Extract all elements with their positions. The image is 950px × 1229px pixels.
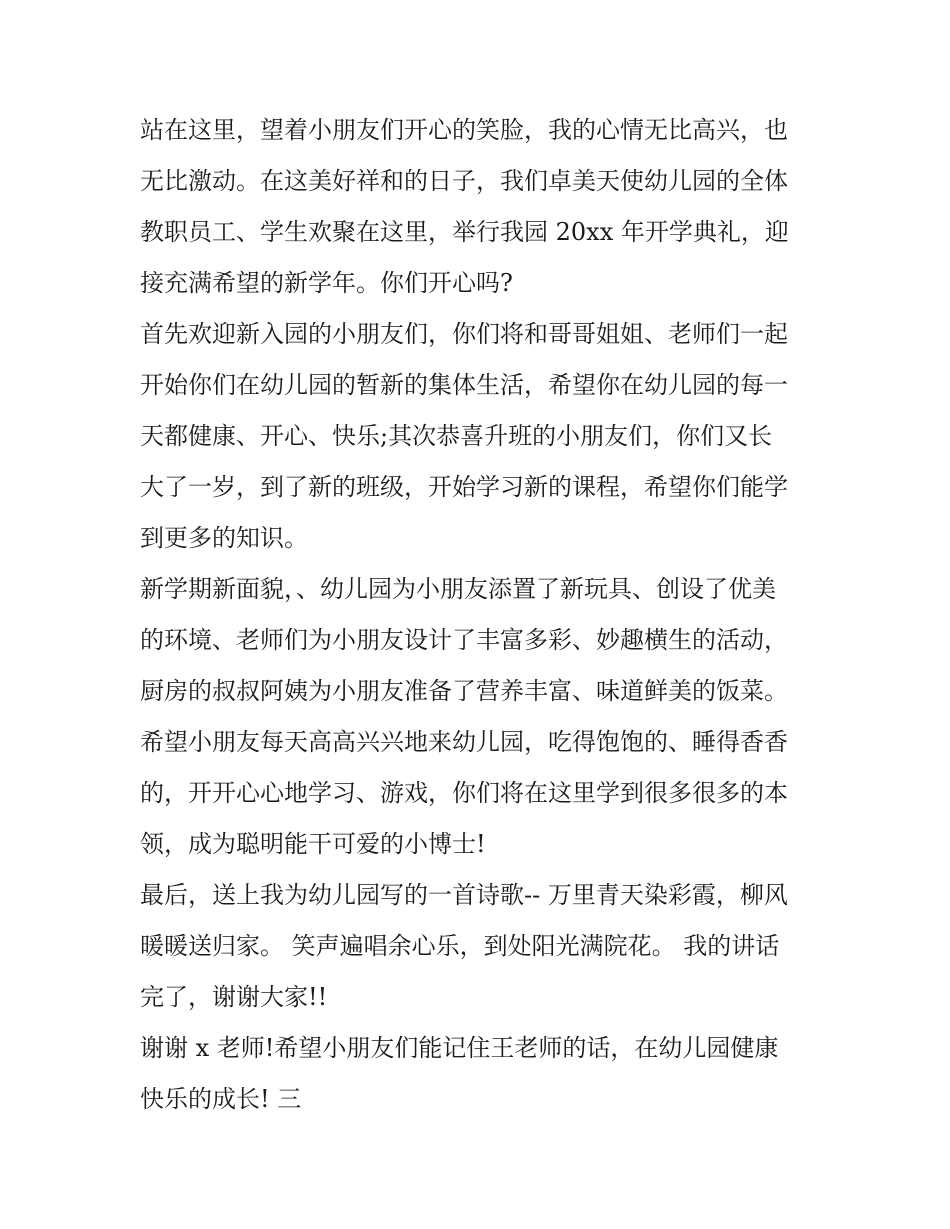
text-line: 的环境、老师们为小朋友设计了丰富多彩、妙趣横生的活动，	[140, 626, 788, 654]
text-line: 最后，送上我为幼儿园写的一首诗歌-- 万里青天染彩霞，柳风	[140, 881, 788, 909]
text-line: 完了，谢谢大家!!	[140, 983, 328, 1011]
document-body	[140, 105, 820, 1125]
text-line: 接充满希望的新学年。你们开心吗?	[140, 269, 513, 297]
text-line: 站在这里，望着小朋友们开心的笑脸，我的心情无比高兴，也	[140, 116, 788, 144]
text-line: 的，开开心心地学习、游戏，你们将在这里学到很多很多的本	[140, 779, 788, 807]
text-line: 到更多的知识。	[140, 524, 308, 552]
text-line: 教职员工、学生欢聚在这里，举行我园 20xx 年开学典礼，迎	[140, 218, 789, 246]
text-line: 大了一岁，到了新的班级，开始学习新的课程，希望你们能学	[140, 473, 788, 501]
text-line: 希望小朋友每天高高兴兴地来幼儿园，吃得饱饱的、睡得香香	[140, 728, 788, 756]
text-line: 无比激动。在这美好祥和的日子，我们卓美天使幼儿园的全体	[140, 167, 788, 195]
text-line: 新学期新面貌，、幼儿园为小朋友添置了新玩具、创设了优美	[140, 575, 776, 603]
text-line: 谢谢 x 老师!希望小朋友们能记住王老师的话，在幼儿园健康	[140, 1034, 779, 1062]
text-line: 天都健康、开心、快乐;其次恭喜升班的小朋友们，你们又长	[140, 422, 773, 450]
text-line: 厨房的叔叔阿姨为小朋友准备了营养丰富、味道鲜美的饭菜。	[140, 677, 788, 705]
text-line: 快乐的成长! 三	[140, 1085, 302, 1113]
text-line: 开始你们在幼儿园的暂新的集体生活，希望你在幼儿园的每一	[140, 371, 788, 399]
text-line: 领，成为聪明能干可爱的小博士!	[140, 830, 486, 858]
text-line: 暖暖送归家。 笑声遍唱余心乐，到处阳光满院花。 我的讲话	[140, 932, 780, 960]
text-line: 首先欢迎新入园的小朋友们，你们将和哥哥姐姐、老师们一起	[140, 320, 788, 348]
